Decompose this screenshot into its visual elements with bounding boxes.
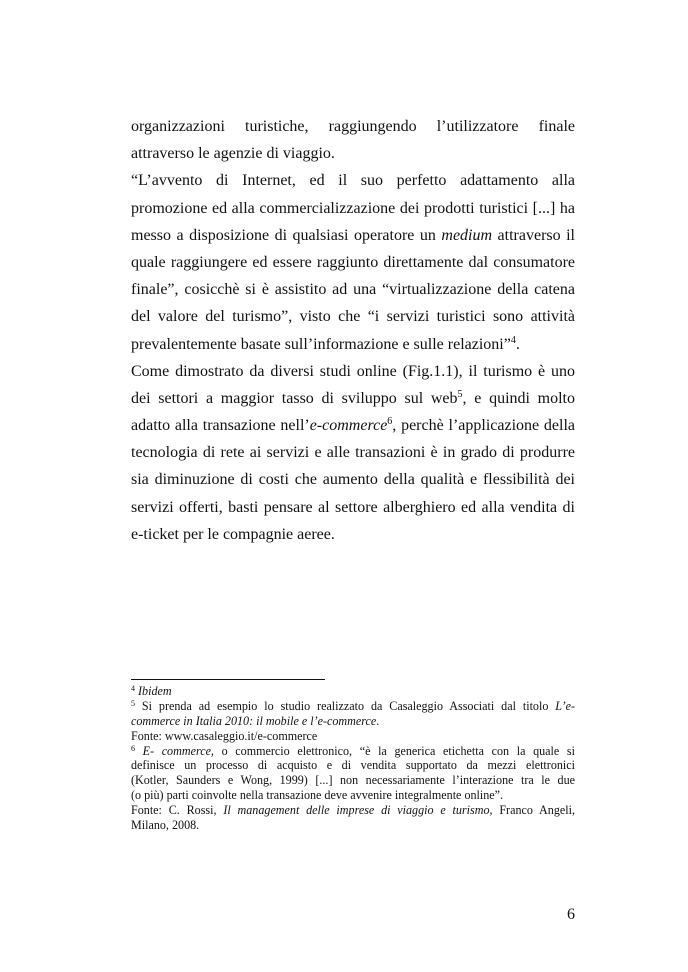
text-line: promozione ed alla commercializzazione dei prodotti turistici [...] ha: [131, 199, 575, 217]
text-line: sia diminuzione di costi che aumento della qualità e flessibilità dei: [131, 471, 575, 489]
italic-term: e-commerce: [309, 417, 388, 435]
footnote-text: .: [376, 713, 380, 728]
footnote-text: o commercio elettronico, “è la generica etichetta con la quale si: [213, 743, 575, 758]
footnote-4: [131, 684, 575, 699]
text-line: e-ticket per le compagnie aeree.: [131, 525, 335, 543]
text-line: [131, 385, 575, 412]
footnote-separator: [131, 679, 325, 680]
footnote-ref: 4: [510, 334, 516, 346]
footnote-text: Si prenda ad esempio lo studio realizzato da Casaleggio Associati dal titolo: [135, 698, 556, 713]
footnote-line: (o più) parti coinvolte nella transazione deve avvenire integralmente online”.: [131, 788, 504, 803]
footnote-number: 5: [131, 698, 135, 708]
footnote-5: [131, 699, 575, 714]
text-run: prevalentemente basate sull’informazione e sulle relazioni”: [131, 335, 511, 353]
text-line: Come dimostrato da diversi studi online (Fig.1.1), il turismo è uno: [131, 362, 575, 380]
footnote-line: definisce un processo di acquisto e di vendita supportato da mezzi elettronici: [131, 758, 575, 773]
footnote-number: 6: [131, 743, 135, 753]
footnote-ref: 5: [457, 388, 463, 400]
text-line: organizzazioni turistiche, raggiungendo l’utilizzatore finale: [131, 118, 575, 135]
text-line: finale”, cosicchè si è assistito ad una “virtualizzazione della catena: [131, 281, 575, 299]
footnote-source: [131, 803, 575, 818]
text-run: dei settori a maggior tasso di sviluppo sul web: [131, 389, 458, 407]
text-line: servizi offerti, basti pensare al settore alberghiero ed alla vendita di: [131, 498, 575, 516]
text-run: attraverso il: [492, 226, 576, 244]
page-number: 6: [567, 906, 575, 923]
text-run: , perchè l’applicazione della: [392, 417, 576, 435]
footnote-text: Fonte: C. Rossi,: [131, 803, 224, 818]
body-text: [131, 113, 575, 548]
text-line: [131, 222, 575, 249]
footnote-line: Milano, 2008.: [131, 818, 200, 833]
footnote-number: 4: [131, 684, 135, 693]
text-line: tecnologia di rete ai servizi e alle transazioni è in grado di produrre: [131, 444, 575, 462]
text-line: “L’avvento di Internet, ed il suo perfetto adattamento alla: [131, 172, 575, 190]
text-line: [131, 331, 575, 358]
footnote-source: Fonte: www.casaleggio.it/e-commerce: [131, 728, 318, 743]
text-line: del valore del turismo”, visto che “i servizi turistici sono attività: [131, 308, 575, 326]
text-run: .: [515, 335, 520, 353]
text-line: [131, 412, 575, 439]
footnotes: [131, 684, 575, 833]
footnote-6: [131, 744, 575, 759]
text-run: , e quindi molto: [462, 389, 576, 407]
footnote-line: (Kotler, Saunders e Wong, 1999) [...] non necessariamente l’interazione tra le due: [131, 773, 575, 788]
footnote-line: [131, 714, 575, 729]
footnote-title: Il management delle imprese di viaggio e turismo: [223, 803, 490, 818]
footnote-title: commerce in Italia 2010: il mobile e l’e-commerce: [131, 713, 377, 728]
text-line: quale raggiungere ed essere raggiunto direttamente dal consumatore: [131, 253, 575, 271]
text-run: adatto alla transazione nell’: [131, 417, 310, 435]
text-line: attraverso le agenzie di viaggio.: [131, 145, 335, 163]
footnote-ref: 6: [387, 416, 393, 428]
footnote-text: Ibidem: [138, 684, 172, 698]
footnote-text: , Franco Angeli,: [489, 803, 575, 818]
footnote-term: E- commerce,: [142, 743, 214, 758]
text-run: messo a disposizione di qualsiasi operatore un: [131, 226, 442, 244]
footnote-title: L’e-: [555, 698, 575, 713]
italic-term: medium: [441, 226, 493, 244]
